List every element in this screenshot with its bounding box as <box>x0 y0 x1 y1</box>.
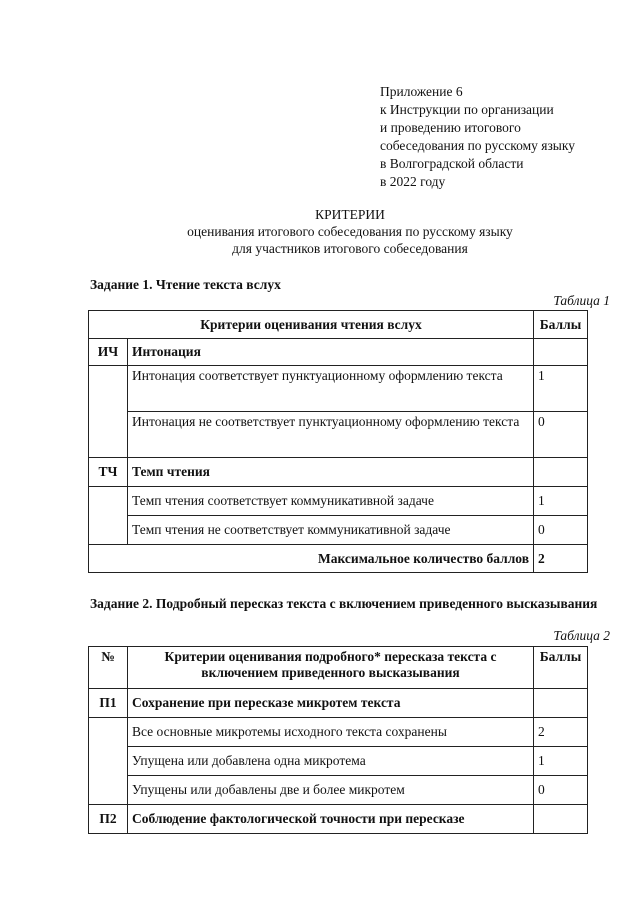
appendix-line: в Волгоградской области <box>380 156 524 171</box>
criterion-item-points: 1 <box>534 747 588 776</box>
criterion-item-points: 1 <box>534 366 588 412</box>
heading-line: оценивания итогового собеседования по русскому языку <box>187 224 513 239</box>
criterion-item-points: 0 <box>534 412 588 458</box>
criterion-code: ТЧ <box>89 458 128 487</box>
table1-label: Таблица 1 <box>553 293 610 308</box>
criterion-item-points: 0 <box>534 516 588 545</box>
appendix-line: Приложение 6 <box>380 84 463 99</box>
criterion-name: Сохранение при пересказе микротем текста <box>128 689 534 718</box>
max-points-value: 2 <box>534 545 588 573</box>
criterion-item-text: Упущена или добавлена одна микротема <box>128 747 534 776</box>
criterion-item-text: Интонация не соответствует пунктуационному оформлению текста <box>128 412 534 458</box>
table2-header-num: № <box>89 647 128 689</box>
criterion-item-text: Интонация соответствует пунктуационному оформлению текста <box>128 366 534 412</box>
criterion-name: Интонация <box>128 339 534 366</box>
criterion-item-text: Темп чтения соответствует коммуникативной задаче <box>128 487 534 516</box>
table2-label: Таблица 2 <box>553 628 610 643</box>
appendix-block <box>380 83 575 191</box>
criterion-item-points: 0 <box>534 776 588 805</box>
table1-header-criteria: Критерии оценивания чтения вслух <box>89 311 534 339</box>
criterion-item-text: Все основные микротемы исходного текста сохранены <box>128 718 534 747</box>
task1-title: Задание 1. Чтение текста вслух <box>90 277 281 292</box>
criterion-item-text: Упущены или добавлены две и более микротем <box>128 776 534 805</box>
table1 <box>88 310 588 573</box>
table1-header-points: Баллы <box>534 311 588 339</box>
document-heading <box>40 206 640 257</box>
criterion-code: П1 <box>89 689 128 718</box>
appendix-line: и проведению итогового <box>380 120 521 135</box>
appendix-line: собеседования по русскому языку <box>380 138 575 153</box>
table2-header-criteria: Критерии оценивания подробного* пересказа текста с включением приведенного высказывания <box>128 647 534 689</box>
table2-header-points: Баллы <box>534 647 588 689</box>
appendix-line: к Инструкции по организации <box>380 102 554 117</box>
criterion-name: Соблюдение фактологической точности при пересказе <box>128 805 534 834</box>
criterion-item-points: 1 <box>534 487 588 516</box>
heading-line: для участников итогового собеседования <box>232 241 468 256</box>
heading-title: КРИТЕРИИ <box>315 207 385 222</box>
appendix-line: в 2022 году <box>380 174 446 189</box>
criterion-code: П2 <box>89 805 128 834</box>
criterion-code: ИЧ <box>89 339 128 366</box>
criterion-item-points: 2 <box>534 718 588 747</box>
max-points-label: Максимальное количество баллов <box>89 545 534 573</box>
criterion-name: Темп чтения <box>128 458 534 487</box>
table2 <box>88 646 588 834</box>
criterion-item-text: Темп чтения не соответствует коммуникативной задаче <box>128 516 534 545</box>
task2-title: Задание 2. Подробный пересказ текста с включением приведенного высказывания <box>90 596 598 611</box>
